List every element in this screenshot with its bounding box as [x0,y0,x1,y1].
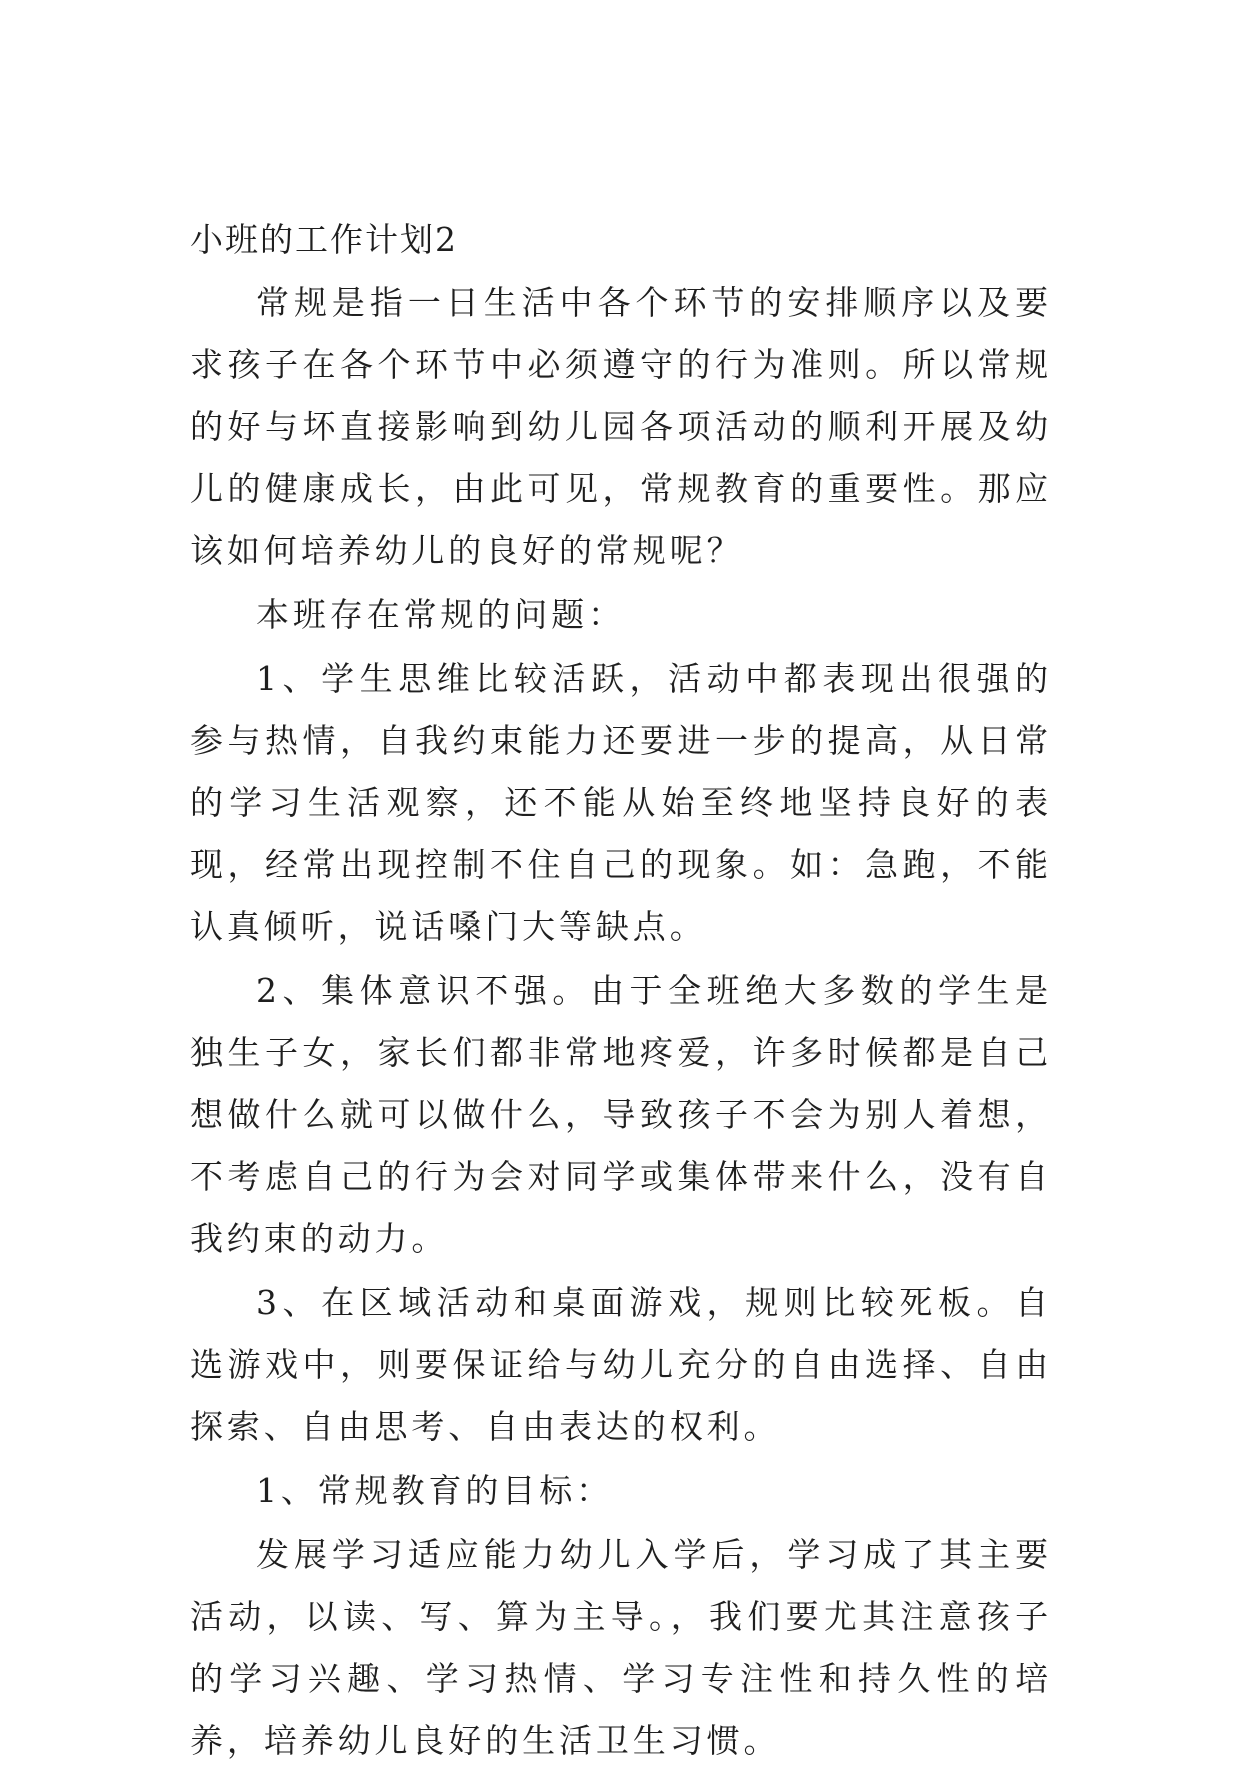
document-body [190,210,1052,1774]
paragraph-goals: 发展学习适应能力幼儿入学后，学习成了其主要活动，以读、写、算为主导。，我们要尤其注意孩子的学习兴趣、学习热情、学习专注性和持久性的培养，培养幼儿良好的生活卫生习惯。 [190,1535,1052,1760]
paragraph-goals-heading: 1、常规教育的目标： [256,1471,613,1510]
paragraph-problems-heading: 本班存在常规的问题： [256,595,625,634]
document-title: 小班的工作计划2 [190,220,458,259]
paragraph-intro: 常规是指一日生活中各个环节的安排顺序以及要求孩子在各个环节中必须遵守的行为准则。所以常规的好与坏直接影响到幼儿园各项活动的顺利开展及幼儿的健康成长，由此可见，常规教育的重要性。那应该如何培养幼儿的良好的常规呢？ [190,283,1052,570]
paragraph-problem-3: 3、在区域活动和桌面游戏，规则比较死板。自选游戏中，则要保证给与幼儿充分的自由选择、自由探索、自由思考、自由表达的权利。 [190,1283,1052,1446]
paragraph-problem-1: 1、学生思维比较活跃，活动中都表现出很强的参与热情，自我约束能力还要进一步的提高，从日常的学习生活观察，还不能从始至终地坚持良好的表现，经常出现控制不住自己的现象。如：急跑，不能认真倾听，说话嗓门大等缺点。 [190,659,1052,946]
paragraph-problem-2: 2、集体意识不强。由于全班绝大多数的学生是独生子女，家长们都非常地疼爱，许多时候都是自己想做什么就可以做什么，导致孩子不会为别人着想，不考虑自己的行为会对同学或集体带来什么，没有自我约束的动力。 [190,971,1052,1258]
